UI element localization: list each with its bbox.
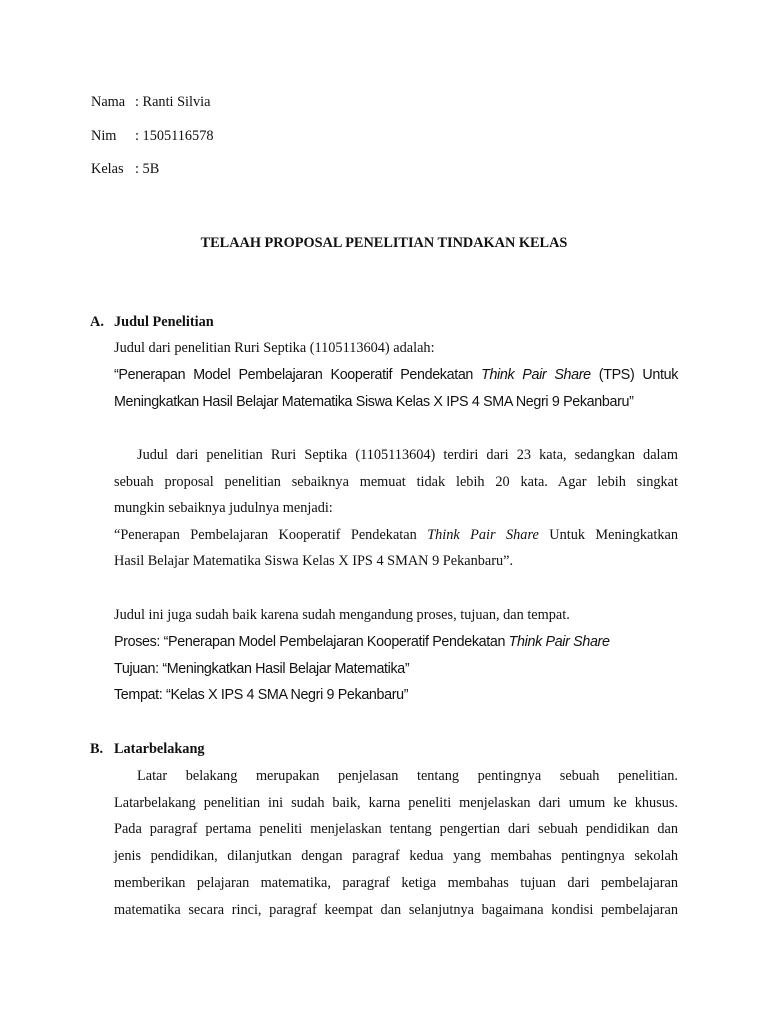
nama-label: Nama (91, 94, 126, 110)
section-b-line: Latarbelakang penelitian ini sudah baik, karna peneliti menjelaskan dari umum ke khusus. (114, 795, 678, 811)
section-b-line: memberikan pelajaran matematika, paragraf ketiga membahas tujuan dari pembelajaran (114, 875, 678, 891)
section-b-line: matematika secara rinci, paragraf keempat dan selanjutnya bagaimana kondisi pembelajaran (114, 902, 678, 918)
section-b-marker: B. (90, 741, 104, 757)
section-a-quote1-line2: Meningkatkan Hasil Belajar Matematika Siswa Kelas X IPS 4 SMA Negri 9 Pekanbaru” (114, 394, 634, 410)
nama-row (91, 93, 210, 111)
section-b-title: Latarbelakang (114, 741, 205, 757)
section-b-line: Pada paragraf pertama peneliti menjelaskan tentang pengertian dari sebuah pendidikan dan (114, 821, 678, 837)
section-a-para2-line2: sebuah proposal penelitian sebaiknya memuat tidak lebih 20 kata. Agar lebih singkat (114, 474, 678, 490)
section-a-tujuan: Tujuan: “Meningkatkan Hasil Belajar Matematika” (114, 661, 410, 677)
nama-value: : Ranti Silvia (135, 94, 211, 110)
section-a-title: Judul Penelitian (114, 314, 214, 330)
section-a-para3: Judul ini juga sudah baik karena sudah mengandung proses, tujuan, dan tempat. (114, 607, 570, 623)
section-a-para2-line1: Judul dari penelitian Ruri Septika (1105113604) terdiri dari 23 kata, sedangkan dalam (137, 447, 678, 463)
document-title: TELAAH PROPOSAL PENELITIAN TINDAKAN KELAS (200, 235, 568, 251)
section-a-marker: A. (90, 314, 104, 330)
kelas-row (91, 160, 159, 178)
section-a-quote2-line2: Hasil Belajar Matematika Siswa Kelas X IPS 4 SMAN 9 Pekanbaru”. (114, 553, 514, 569)
nim-label: Nim (91, 128, 117, 144)
section-b-heading (90, 740, 205, 758)
section-b-line: Latar belakang merupakan penjelasan tentang pentingnya sebuah penelitian. (137, 768, 678, 784)
nim-value: : 1505116578 (135, 128, 214, 144)
kelas-value: : 5B (135, 161, 160, 177)
section-a-proses: Proses: “Penerapan Model Pembelajaran Kooperatif Pendekatan Think Pair Share (114, 634, 610, 650)
section-a-quote1-line1: “Penerapan Model Pembelajaran Kooperatif Pendekatan Think Pair Share (TPS) Untuk (114, 367, 678, 383)
section-a-intro: Judul dari penelitian Ruri Septika (1105113604) adalah: (114, 340, 435, 356)
section-b-line: jenis pendidikan, dilanjutkan dengan paragraf kedua yang membahas pentingnya sekolah (114, 848, 678, 864)
section-a-heading (90, 313, 214, 331)
section-a-para2-line3: mungkin sebaiknya judulnya menjadi: (114, 500, 333, 516)
nim-row (91, 127, 214, 145)
section-a-tempat: Tempat: “Kelas X IPS 4 SMA Negri 9 Pekanbaru” (114, 687, 409, 703)
section-a-quote2-line1: “Penerapan Pembelajaran Kooperatif Pendekatan Think Pair Share Untuk Meningkatkan (114, 527, 678, 543)
kelas-label: Kelas (91, 161, 124, 177)
